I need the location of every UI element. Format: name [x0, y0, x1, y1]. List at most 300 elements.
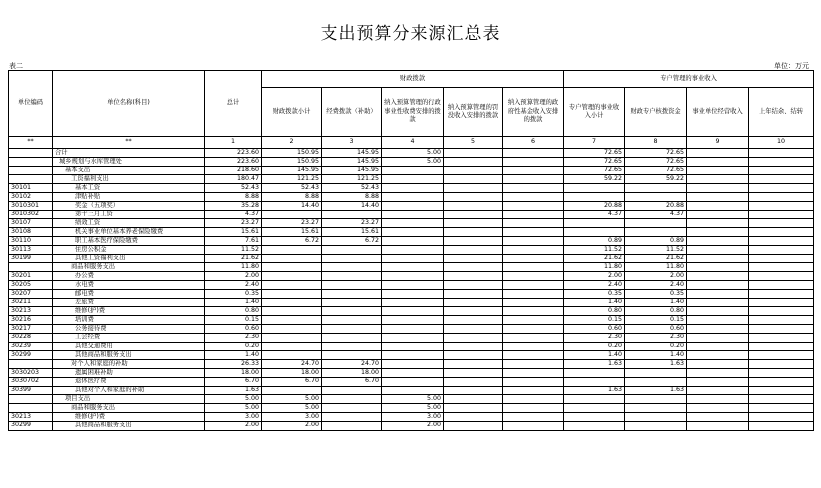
table-row [9, 184, 814, 193]
cell-special-fiscal [625, 412, 687, 421]
cell-code [9, 404, 53, 413]
cell-unit-operating [687, 360, 749, 369]
cell-gov-fund [503, 298, 564, 307]
table-row [9, 395, 814, 404]
table-row [9, 368, 814, 377]
cell-carryover [749, 201, 814, 210]
cell-code: 30108 [9, 228, 53, 237]
table-row [9, 298, 814, 307]
cell-confiscation [444, 166, 503, 175]
cell-code: 30228 [9, 333, 53, 342]
cell-fiscal-subtotal: 6.70 [262, 377, 322, 386]
cell-special-fiscal: 2.00 [625, 272, 687, 281]
cell-name: 奖金（五项奖） [53, 201, 205, 210]
cell-fiscal-subtotal [262, 210, 322, 219]
cell-code [9, 157, 53, 166]
cell-special-subtotal: 1.63 [564, 386, 625, 395]
cell-gov-fund [503, 149, 564, 158]
cell-special-subtotal [564, 377, 625, 386]
cell-special-fiscal [625, 395, 687, 404]
cell-unit-operating [687, 210, 749, 219]
cell-total: 5.00 [205, 404, 262, 413]
cell-confiscation [444, 219, 503, 228]
cell-fiscal-appropriation [322, 342, 382, 351]
cell-name: 邮电费 [53, 289, 205, 298]
cell-special-fiscal: 72.65 [625, 157, 687, 166]
cell-total: 2.00 [205, 421, 262, 430]
table-row [9, 192, 814, 201]
cell-gov-fund [503, 272, 564, 281]
cell-admin-fee [382, 263, 444, 272]
cell-name: 遗属困难补助 [53, 368, 205, 377]
table-row [9, 360, 814, 369]
cell-special-subtotal [564, 368, 625, 377]
cell-carryover [749, 333, 814, 342]
cell-total: 223.60 [205, 149, 262, 158]
cell-unit-operating [687, 149, 749, 158]
cell-fiscal-subtotal: 15.61 [262, 228, 322, 237]
cell-fiscal-subtotal: 5.00 [262, 404, 322, 413]
cell-admin-fee [382, 316, 444, 325]
cell-code: 30211 [9, 298, 53, 307]
cell-confiscation [444, 254, 503, 263]
page-title: 支出预算分来源汇总表 [320, 24, 501, 44]
cell-confiscation [444, 272, 503, 281]
cell-admin-fee [382, 219, 444, 228]
cell-admin-fee [382, 245, 444, 254]
cell-fiscal-subtotal [262, 289, 322, 298]
cell-special-subtotal [564, 219, 625, 228]
header-total: 总计 [205, 71, 262, 137]
cell-carryover [749, 228, 814, 237]
cell-total: 4.37 [205, 210, 262, 219]
cell-gov-fund [503, 175, 564, 184]
cell-name: 基本支出 [53, 166, 205, 175]
cell-special-subtotal [564, 184, 625, 193]
cell-admin-fee [382, 307, 444, 316]
table-row [9, 272, 814, 281]
cell-unit-operating [687, 219, 749, 228]
cell-fiscal-subtotal: 150.95 [262, 149, 322, 158]
cell-unit-operating [687, 404, 749, 413]
cell-fiscal-subtotal: 121.25 [262, 175, 322, 184]
cell-gov-fund [503, 316, 564, 325]
cell-fiscal-appropriation [322, 210, 382, 219]
cell-name: 工会经费 [53, 333, 205, 342]
cell-code: 30201 [9, 272, 53, 281]
cell-fiscal-appropriation: 8.88 [322, 192, 382, 201]
cell-fiscal-subtotal [262, 324, 322, 333]
cell-admin-fee [382, 166, 444, 175]
cell-fiscal-subtotal: 52.43 [262, 184, 322, 193]
cell-unit-operating [687, 263, 749, 272]
table-row [9, 404, 814, 413]
cell-total: 223.60 [205, 157, 262, 166]
header-fiscal-subtotal: 财政拨款小计 [262, 88, 322, 137]
cell-confiscation [444, 175, 503, 184]
table-row [9, 210, 814, 219]
cell-total: 2.00 [205, 272, 262, 281]
cell-confiscation [444, 360, 503, 369]
table-row [9, 342, 814, 351]
cell-special-subtotal: 2.00 [564, 272, 625, 281]
cell-total: 18.00 [205, 368, 262, 377]
cell-carryover [749, 175, 814, 184]
cell-special-subtotal: 2.40 [564, 280, 625, 289]
table-row [9, 386, 814, 395]
cell-special-fiscal: 11.52 [625, 245, 687, 254]
cell-special-fiscal: 0.80 [625, 307, 687, 316]
cell-total: 52.43 [205, 184, 262, 193]
cell-special-fiscal: 20.88 [625, 201, 687, 210]
header-gov-fund-income: 纳入预算管理的政府性基金收入安排的拨款 [503, 88, 564, 137]
cell-admin-fee [382, 342, 444, 351]
cell-special-fiscal [625, 184, 687, 193]
cell-name: 水电费 [53, 280, 205, 289]
cell-carryover [749, 316, 814, 325]
cell-fiscal-subtotal: 2.00 [262, 421, 322, 430]
cell-fiscal-appropriation [322, 280, 382, 289]
cell-fiscal-appropriation: 52.43 [322, 184, 382, 193]
cell-carryover [749, 395, 814, 404]
cell-unit-operating [687, 386, 749, 395]
table-row [9, 219, 814, 228]
cell-admin-fee [382, 360, 444, 369]
cell-unit-operating [687, 184, 749, 193]
cell-admin-fee [382, 377, 444, 386]
cell-total: 5.00 [205, 395, 262, 404]
cell-fiscal-subtotal: 18.00 [262, 368, 322, 377]
cell-name: 合计 [53, 149, 205, 158]
cell-fiscal-subtotal [262, 342, 322, 351]
cell-fiscal-subtotal: 14.40 [262, 201, 322, 210]
cell-special-fiscal [625, 192, 687, 201]
cell-code: 30213 [9, 307, 53, 316]
cell-name: 机关事业单位基本养老保险缴费 [53, 228, 205, 237]
cell-gov-fund [503, 254, 564, 263]
cell-unit-operating [687, 298, 749, 307]
table-row [9, 175, 814, 184]
cell-gov-fund [503, 342, 564, 351]
cell-carryover [749, 219, 814, 228]
cell-fiscal-appropriation: 6.70 [322, 377, 382, 386]
cell-special-subtotal: 0.20 [564, 342, 625, 351]
cell-code: 30216 [9, 316, 53, 325]
cell-gov-fund [503, 184, 564, 193]
cell-name: 绩效工资 [53, 219, 205, 228]
cell-carryover [749, 157, 814, 166]
cell-admin-fee [382, 368, 444, 377]
cell-gov-fund [503, 192, 564, 201]
cell-fiscal-subtotal [262, 307, 322, 316]
cell-total: 0.35 [205, 289, 262, 298]
cell-gov-fund [503, 360, 564, 369]
cell-fiscal-appropriation: 6.72 [322, 236, 382, 245]
cell-fiscal-subtotal: 150.95 [262, 157, 322, 166]
cell-admin-fee [382, 324, 444, 333]
cell-admin-fee [382, 289, 444, 298]
table-row [9, 157, 814, 166]
table-row [9, 412, 814, 421]
cell-admin-fee [382, 351, 444, 360]
cell-unit-operating [687, 166, 749, 175]
cell-fiscal-appropriation: 121.25 [322, 175, 382, 184]
cell-carryover [749, 245, 814, 254]
cell-admin-fee: 5.00 [382, 404, 444, 413]
cell-carryover [749, 184, 814, 193]
cell-unit-operating [687, 342, 749, 351]
cell-name: 其他对个人和家庭的补助 [53, 386, 205, 395]
cell-carryover [749, 236, 814, 245]
cell-gov-fund [503, 386, 564, 395]
cell-code: 30239 [9, 342, 53, 351]
cell-special-fiscal [625, 368, 687, 377]
cell-unit-operating [687, 175, 749, 184]
cell-total: 7.61 [205, 236, 262, 245]
cell-total: 21.62 [205, 254, 262, 263]
cell-special-fiscal: 1.40 [625, 351, 687, 360]
cell-unit-operating [687, 236, 749, 245]
index-cell: 10 [749, 137, 814, 149]
index-cell: 3 [322, 137, 382, 149]
cell-gov-fund [503, 245, 564, 254]
cell-code: 30205 [9, 280, 53, 289]
cell-special-fiscal: 1.40 [625, 298, 687, 307]
cell-special-fiscal: 1.63 [625, 360, 687, 369]
cell-special-fiscal: 1.63 [625, 386, 687, 395]
cell-confiscation [444, 307, 503, 316]
table-row [9, 236, 814, 245]
cell-special-fiscal [625, 404, 687, 413]
cell-fiscal-subtotal [262, 254, 322, 263]
cell-name: 项目支出 [53, 395, 205, 404]
cell-gov-fund [503, 324, 564, 333]
cell-name: 第十三月工资 [53, 210, 205, 219]
cell-confiscation [444, 236, 503, 245]
cell-special-subtotal: 72.65 [564, 157, 625, 166]
cell-fiscal-appropriation [322, 412, 382, 421]
cell-confiscation [444, 149, 503, 158]
cell-gov-fund [503, 280, 564, 289]
cell-confiscation [444, 228, 503, 237]
cell-name: 其他工资福利支出 [53, 254, 205, 263]
cell-code: 3010302 [9, 210, 53, 219]
cell-gov-fund [503, 157, 564, 166]
header-fiscal-appropriation: 经费拨款（补助） [322, 88, 382, 137]
cell-code: 30199 [9, 254, 53, 263]
cell-total: 2.30 [205, 333, 262, 342]
cell-total: 3.00 [205, 412, 262, 421]
cell-unit-operating [687, 351, 749, 360]
cell-fiscal-appropriation [322, 386, 382, 395]
cell-unit-operating [687, 395, 749, 404]
cell-name: 其他商品和服务支出 [53, 421, 205, 430]
cell-carryover [749, 254, 814, 263]
cell-carryover [749, 377, 814, 386]
cell-fiscal-appropriation [322, 333, 382, 342]
cell-fiscal-appropriation [322, 298, 382, 307]
cell-fiscal-subtotal [262, 245, 322, 254]
cell-unit-operating [687, 316, 749, 325]
cell-total: 0.20 [205, 342, 262, 351]
cell-admin-fee: 5.00 [382, 149, 444, 158]
table-row [9, 351, 814, 360]
cell-fiscal-appropriation [322, 254, 382, 263]
cell-special-subtotal: 4.37 [564, 210, 625, 219]
cell-code [9, 395, 53, 404]
cell-special-fiscal: 4.37 [625, 210, 687, 219]
cell-total: 0.80 [205, 307, 262, 316]
cell-admin-fee [382, 236, 444, 245]
header-special-fiscal: 财政专户核拨资金 [625, 88, 687, 137]
budget-table [8, 70, 814, 431]
cell-carryover [749, 149, 814, 158]
cell-fiscal-appropriation [322, 324, 382, 333]
cell-carryover [749, 351, 814, 360]
cell-fiscal-appropriation: 145.95 [322, 157, 382, 166]
cell-fiscal-appropriation: 24.70 [322, 360, 382, 369]
cell-name: 培训费 [53, 316, 205, 325]
cell-carryover [749, 324, 814, 333]
cell-admin-fee: 2.00 [382, 421, 444, 430]
cell-confiscation [444, 201, 503, 210]
cell-unit-operating [687, 421, 749, 430]
cell-fiscal-subtotal: 145.95 [262, 166, 322, 175]
cell-carryover [749, 166, 814, 175]
index-cell: 2 [262, 137, 322, 149]
index-cell: ** [9, 137, 53, 149]
cell-code: 30213 [9, 412, 53, 421]
cell-carryover [749, 272, 814, 281]
cell-total: 0.60 [205, 324, 262, 333]
cell-fiscal-subtotal: 6.72 [262, 236, 322, 245]
cell-carryover [749, 421, 814, 430]
cell-fiscal-appropriation: 15.61 [322, 228, 382, 237]
cell-code [9, 175, 53, 184]
table-row [9, 421, 814, 430]
cell-code [9, 149, 53, 158]
cell-special-subtotal: 72.65 [564, 166, 625, 175]
cell-name: 公务接待费 [53, 324, 205, 333]
cell-special-fiscal: 59.22 [625, 175, 687, 184]
cell-fiscal-appropriation: 14.40 [322, 201, 382, 210]
cell-code [9, 263, 53, 272]
cell-confiscation [444, 157, 503, 166]
cell-special-fiscal: 72.65 [625, 166, 687, 175]
cell-special-fiscal: 0.60 [625, 324, 687, 333]
header-name: 单位名称(科目) [53, 71, 205, 137]
cell-special-subtotal: 0.35 [564, 289, 625, 298]
cell-confiscation [444, 421, 503, 430]
cell-fiscal-subtotal [262, 351, 322, 360]
cell-admin-fee [382, 192, 444, 201]
cell-fiscal-appropriation [322, 421, 382, 430]
cell-name: 城乡规划与水库管理处 [53, 157, 205, 166]
cell-carryover [749, 307, 814, 316]
cell-name: 职工基本医疗保险缴费 [53, 236, 205, 245]
cell-total: 6.70 [205, 377, 262, 386]
unit-label: 单位：万元 [774, 62, 809, 70]
cell-fiscal-subtotal [262, 386, 322, 395]
cell-total: 0.15 [205, 316, 262, 325]
cell-confiscation [444, 395, 503, 404]
cell-special-fiscal [625, 228, 687, 237]
cell-fiscal-subtotal [262, 272, 322, 281]
cell-fiscal-appropriation [322, 395, 382, 404]
cell-special-subtotal: 1.40 [564, 298, 625, 307]
cell-fiscal-appropriation [322, 404, 382, 413]
cell-gov-fund [503, 377, 564, 386]
cell-name: 津贴补贴 [53, 192, 205, 201]
cell-confiscation [444, 192, 503, 201]
table-row [9, 333, 814, 342]
cell-unit-operating [687, 377, 749, 386]
cell-name: 其他交通费用 [53, 342, 205, 351]
cell-admin-fee [382, 201, 444, 210]
cell-special-subtotal: 20.88 [564, 201, 625, 210]
cell-special-fiscal [625, 421, 687, 430]
cell-carryover [749, 342, 814, 351]
cell-gov-fund [503, 263, 564, 272]
cell-fiscal-subtotal [262, 316, 322, 325]
index-cell: 1 [205, 137, 262, 149]
cell-total: 2.40 [205, 280, 262, 289]
header-special-group: 专户管理的事业收入 [564, 71, 814, 88]
cell-confiscation [444, 245, 503, 254]
cell-special-fiscal: 0.20 [625, 342, 687, 351]
cell-gov-fund [503, 307, 564, 316]
table-row [9, 228, 814, 237]
cell-carryover [749, 360, 814, 369]
cell-unit-operating [687, 245, 749, 254]
cell-name: 维修(护)费 [53, 412, 205, 421]
cell-special-subtotal: 2.30 [564, 333, 625, 342]
cell-special-fiscal: 0.35 [625, 289, 687, 298]
cell-special-subtotal [564, 412, 625, 421]
cell-confiscation [444, 404, 503, 413]
cell-fiscal-subtotal [262, 333, 322, 342]
cell-gov-fund [503, 351, 564, 360]
cell-fiscal-subtotal: 3.00 [262, 412, 322, 421]
cell-total: 15.61 [205, 228, 262, 237]
cell-special-subtotal: 0.80 [564, 307, 625, 316]
cell-gov-fund [503, 333, 564, 342]
cell-gov-fund [503, 219, 564, 228]
cell-carryover [749, 289, 814, 298]
cell-unit-operating [687, 192, 749, 201]
cell-special-subtotal [564, 228, 625, 237]
cell-code: 30399 [9, 386, 53, 395]
cell-code: 3030203 [9, 368, 53, 377]
cell-total: 26.33 [205, 360, 262, 369]
table-body [9, 149, 814, 431]
cell-total: 35.28 [205, 201, 262, 210]
cell-unit-operating [687, 228, 749, 237]
cell-total: 180.47 [205, 175, 262, 184]
cell-admin-fee [382, 386, 444, 395]
cell-fiscal-appropriation: 18.00 [322, 368, 382, 377]
cell-special-subtotal [564, 421, 625, 430]
table-row [9, 245, 814, 254]
cell-fiscal-appropriation: 145.95 [322, 149, 382, 158]
cell-admin-fee: 5.00 [382, 395, 444, 404]
table-row [9, 377, 814, 386]
header-unit-operating: 事业单位经营收入 [687, 88, 749, 137]
cell-code [9, 360, 53, 369]
cell-gov-fund [503, 201, 564, 210]
cell-special-fiscal: 72.65 [625, 149, 687, 158]
cell-fiscal-subtotal: 8.88 [262, 192, 322, 201]
